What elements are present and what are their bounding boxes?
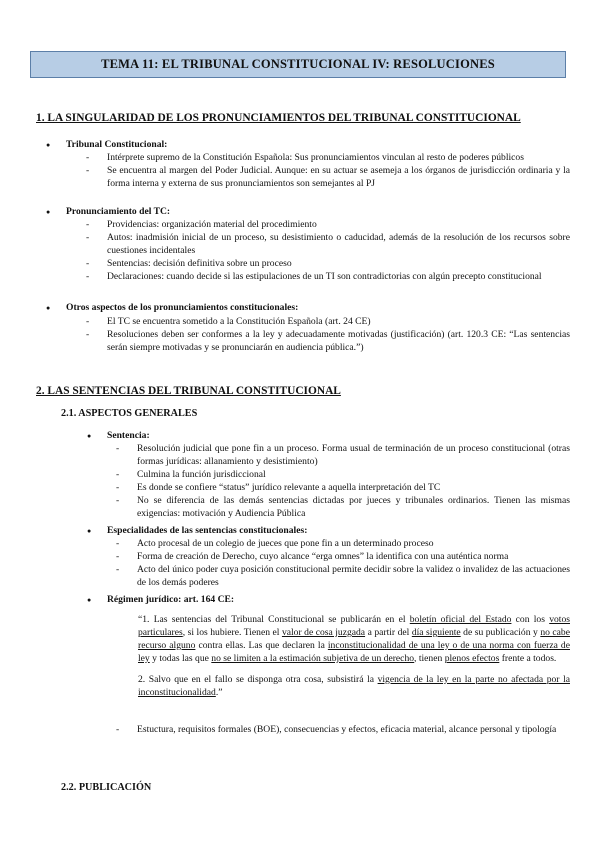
pron-list	[86, 219, 570, 284]
quote-paragraph-2: 2. Salvo que en el fallo se disponga otra cosa, subsistirá la vigencia de la ley en la parte no afectada por la inconstitucionalidad.”	[138, 673, 570, 698]
bullet-tribunal-constitucional: ● Tribunal Constitucional:	[46, 139, 167, 152]
list-item: - No se diferencia de las demás sentencias dictadas por jueces y tribunales ordinarios. Tienen las mismas exigencias: motivación y Audiencia Pública	[116, 495, 570, 521]
list-item: - Providencias: organización material del procedimiento	[86, 219, 570, 232]
list-item: - Acto del único poder cuya posición constitucional permite decidir sobre la validez o invalidez de las actuaciones de los demás poderes	[116, 564, 570, 590]
otros-list	[86, 316, 570, 355]
bullet-regimen-juridico: ● Régimen jurídico: art. 164 CE:	[87, 594, 234, 607]
subsection-2-1: 2.1. ASPECTOS GENERALES	[61, 408, 198, 419]
section-1-heading: 1. LA SINGULARIDAD DE LOS PRONUNCIAMIENTOS DEL TRIBUNAL CONSTITUCIONAL	[36, 112, 521, 124]
tc-list	[86, 152, 570, 191]
quote-paragraph-1: “1. Las sentencias del Tribunal Constitucional se publicarán en el boletín oficial del Estado con los votos particulares, si los hubiere. Tienen el valor de cosa juzgada a partir del día siguiente de su publicación y no cabe recurso alguno contra ellas. Las que declaren la inconstitucionalidad de una ley o de una norma con fuerza de ley y todas las que no se limiten a la estimación subjetiva de un derecho, tienen plenos efectos frente a todos.	[138, 614, 570, 664]
list-item: - Intérprete supremo de la Constitución Española: Sus pronunciamientos vinculan al resto de poderes públicos	[86, 152, 570, 165]
section-2-heading: 2. LAS SENTENCIAS DEL TRIBUNAL CONSTITUCIONAL	[36, 385, 341, 397]
list-item: - Sentencias: decisión definitiva sobre un proceso	[86, 258, 570, 271]
list-item: - Culmina la función jurisdiccional	[116, 469, 570, 482]
especialidades-list	[116, 538, 570, 590]
list-item: - Declaraciones: cuando decide si las estipulaciones de un TI son contradictorias con algún precepto constitucional	[86, 271, 570, 284]
list-item: - Resolución judicial que pone fin a un proceso. Forma usual de terminación de un proceso constitucional (otras formas jurídicas: allanamiento y desistimiento)	[116, 443, 570, 469]
page-title: TEMA 11: EL TRIBUNAL CONSTITUCIONAL IV: RESOLUCIONES	[30, 51, 566, 78]
list-item: - Autos: inadmisión inicial de un proceso, su desistimiento o caducidad, además de la resolución de los recursos sobre cuestiones incidentales	[86, 232, 570, 258]
list-item: - Acto procesal de un colegio de jueces que pone fin a un determinado proceso	[116, 538, 570, 551]
list-item: - Se encuentra al margen del Poder Judicial. Aunque: en su actuar se asemeja a los órganos de jurisdicción ordinaria y la forma interna y externa de sus pronunciamientos son semejantes al PJ	[86, 165, 570, 191]
bullet-especialidades: ● Especialidades de las sentencias constitucionales:	[87, 525, 307, 538]
regimen-extra-list	[116, 724, 570, 737]
subsection-2-2: 2.2. PUBLICACIÓN	[61, 782, 152, 793]
list-item: - Resoluciones deben ser conformes a la ley y adecuadamente motivadas (justificación) (art. 120.3 CE: “Las sentencias serán siempre motivadas y se pronunciarán en audiencia pública.”)	[86, 329, 570, 355]
list-item: - Forma de creación de Derecho, cuyo alcance “erga omnes” la identifica con una auténtica norma	[116, 551, 570, 564]
article-164-quote	[138, 614, 570, 708]
bullet-pronunciamiento: ● Pronunciamiento del TC:	[46, 206, 170, 219]
sentencia-list	[116, 443, 570, 521]
list-item: - Estuctura, requisitos formales (BOE), consecuencias y efectos, eficacia material, alcance personal y tipología	[116, 724, 570, 737]
bullet-sentencia: ● Sentencia:	[87, 430, 150, 443]
list-item: - El TC se encuentra sometido a la Constitución Española (art. 24 CE)	[86, 316, 570, 329]
bullet-otros-aspectos: ● Otros aspectos de los pronunciamientos constitucionales:	[46, 302, 298, 315]
list-item: - Es donde se confiere “status” jurídico relevante a aquella interpretación del TC	[116, 482, 570, 495]
